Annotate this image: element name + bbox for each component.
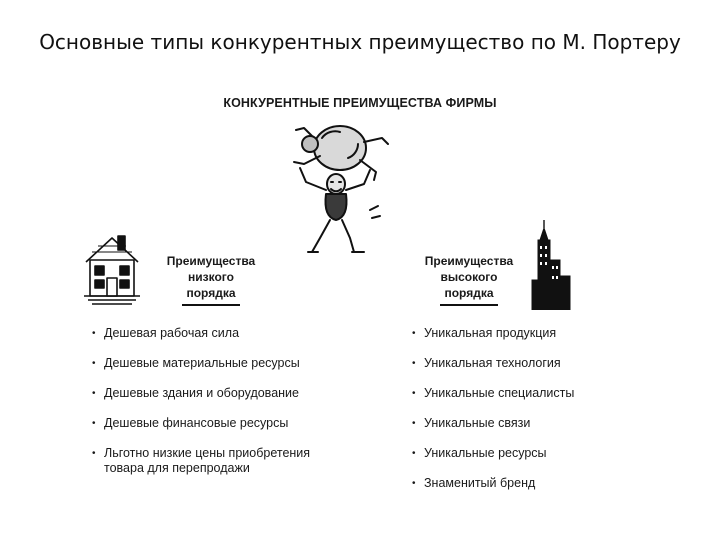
house-icon xyxy=(78,228,146,308)
heading-underline xyxy=(440,304,498,306)
list-item: • Уникальные ресурсы xyxy=(412,446,652,476)
heading-line: Преимущества xyxy=(166,254,256,268)
strongman-lifting-globe-icon xyxy=(270,118,400,258)
low-order-advantages-list xyxy=(92,326,352,476)
list-item: • Знаменитый бренд xyxy=(412,476,652,506)
low-order-advantages-heading xyxy=(156,253,266,306)
heading-line: низкого xyxy=(188,270,234,284)
diagram-title: КОНКУРЕНТНЫЕ ПРЕИМУЩЕСТВА ФИРМЫ xyxy=(223,96,497,110)
list-item: • Дешевые материальные ресурсы xyxy=(92,356,352,386)
skyscraper-icon xyxy=(530,220,576,310)
heading-line: Преимущества xyxy=(424,254,514,268)
heading-line: порядка xyxy=(186,286,236,300)
list-item: • Уникальная продукция xyxy=(412,326,652,356)
high-order-advantages-list xyxy=(412,326,652,506)
heading-underline xyxy=(182,304,240,306)
heading-line: высокого xyxy=(440,270,498,284)
list-item: • Дешевые финансовые ресурсы xyxy=(92,416,352,446)
list-item: • Дешевые здания и оборудование xyxy=(92,386,352,416)
list-item: • Дешевая рабочая сила xyxy=(92,326,352,356)
high-order-advantages-heading xyxy=(414,253,524,306)
heading-line: порядка xyxy=(444,286,494,300)
list-item: • Уникальная технология xyxy=(412,356,652,386)
list-item: • Уникальные связи xyxy=(412,416,652,446)
slide-title: Основные типы конкурентных преимущество по М. Портеру xyxy=(39,30,681,54)
list-item: • Льготно низкие цены приобретения товара для перепродажи xyxy=(92,446,339,476)
list-item: • Уникальные специалисты xyxy=(412,386,652,416)
